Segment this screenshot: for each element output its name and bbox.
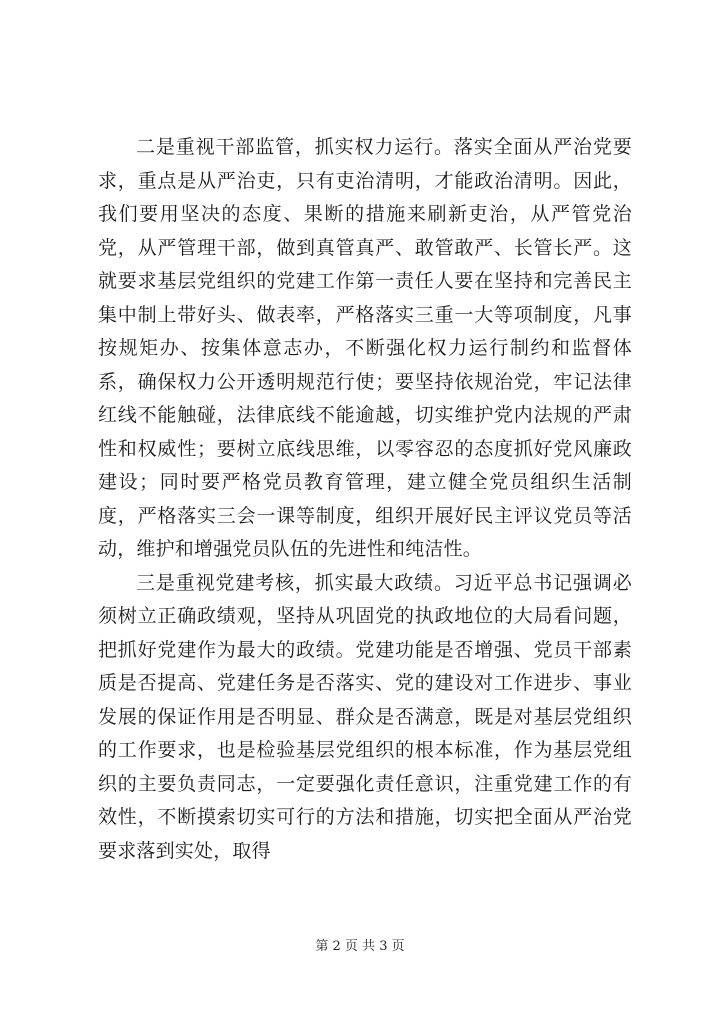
paragraph-assessment: 三是重视党建考核，抓实最大政绩。习近平总书记强调必须树立正确政绩观，坚持从巩固党的执政地位的大局看问题，把抓好党建作为最大的政绩。党建功能是否增强、党员干部素质是否提高、党建任务是否落实、党的建设对工作进步、事业发展的保证作用是否明显、群众是否满意，既是对基层党组织的工作要求，也是检验基层党组织的根本标准，作为基层党组织的主要负责同志，一定要强化责任意识，注重党建工作的有效性，不断摸索切实可行的方法和措施，切实把全面从严治党要求落到实处，取得 [98,571,632,862]
document-body [98,131,632,868]
page-number-footer: 第 2 页 共 3 页 [315,939,405,954]
paragraph-supervision: 二是重视干部监管，抓实权力运行。落实全面从严治党要求，重点是从严治吏，只有吏治清明，才能政治清明。因此，我们要用坚决的态度、果断的措施来刷新吏治，从严管党治党，从严管理干部，做到真管真严、敢管敢严、长管长严。这就要求基层党组织的党建工作第一责任人要在坚持和完善民主集中制上带好头、做表率，严格落实三重一大等项制度，凡事按规矩办、按集体意志办，不断强化权力运行制约和监督体系，确保权力公开透明规范行使；要坚持依规治党，牢记法律红线不能触碰，法律底线不能逾越，切实维护党内法规的严肃性和权威性；要树立底线思维，以零容忍的态度抓好党风廉政建设；同时要严格党员教育管理，建立健全党员组织生活制度，严格落实三会一课等制度，组织开展好民主评议党员等活动，维护和增强党员队伍的先进性和纯洁性。 [98,136,632,560]
